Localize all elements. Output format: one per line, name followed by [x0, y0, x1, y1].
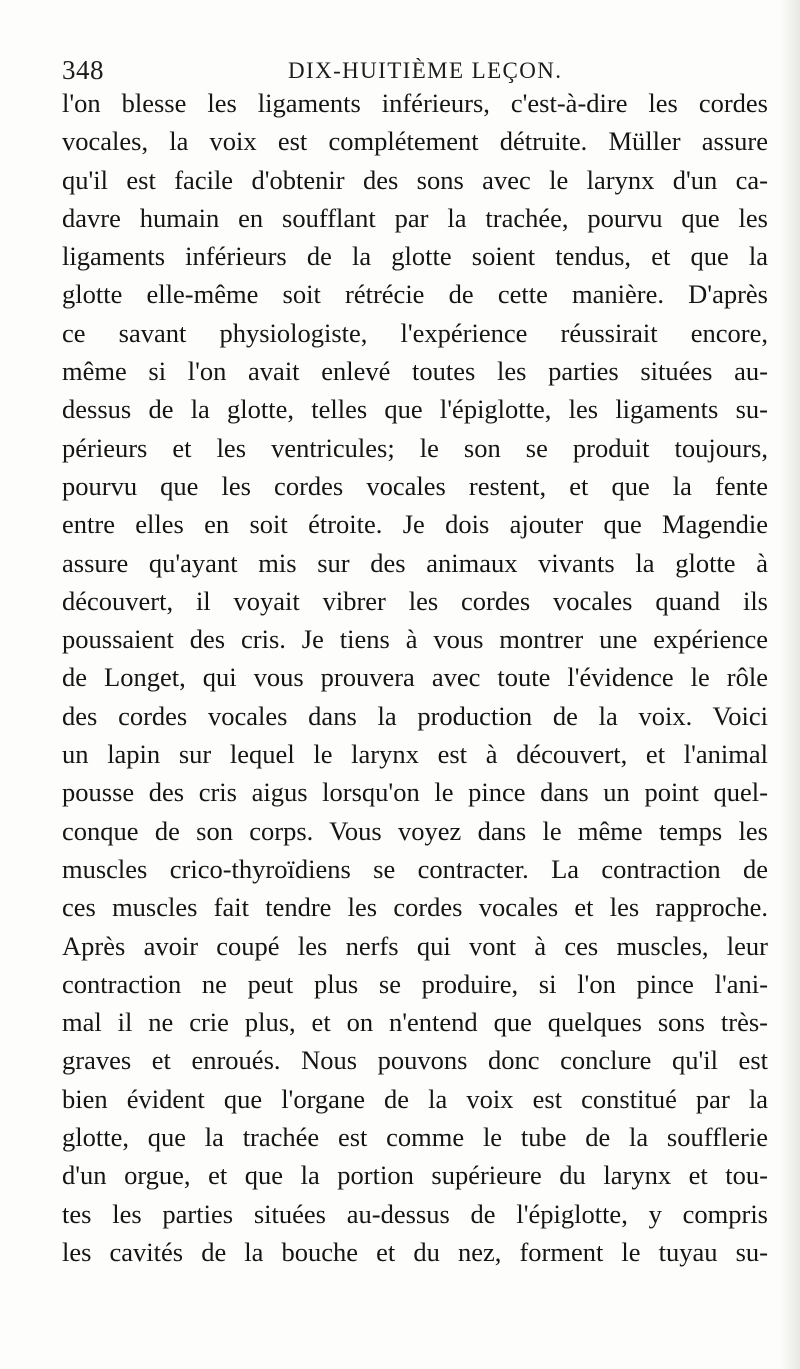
text-line: découvert, il voyait vibrer les cordes vocales quand ils — [62, 585, 768, 616]
text-line: les cavités de la bouche et du nez, forment le tuyau su- — [62, 1236, 768, 1267]
page-header — [62, 52, 768, 88]
text-line: poussaient des cris. Je tiens à vous montrer une expérience — [62, 624, 768, 655]
text-line: glotte elle-même soit rétrécie de cette manière. D'après — [62, 279, 768, 310]
text-line: des cordes vocales dans la production de la voix. Voici — [62, 700, 768, 731]
page-number: 348 — [62, 55, 104, 85]
text-line: contraction ne peut plus se produire, si l'on pince l'ani- — [62, 968, 768, 999]
text-line: entre elles en soit étroite. Je dois ajouter que Magendie — [62, 509, 768, 540]
text-line: qu'il est facile d'obtenir des sons avec le larynx d'un ca- — [62, 164, 768, 195]
text-line: assure qu'ayant mis sur des animaux vivants la glotte à — [62, 547, 768, 578]
text-line: ligaments inférieurs de la glotte soient tendus, et que la — [62, 241, 768, 272]
text-line: pousse des cris aigus lorsqu'on le pince dans un point quel- — [62, 777, 768, 808]
text-line: vocales, la voix est complétement détruite. Müller assure — [62, 126, 768, 157]
text-line: périeurs et les ventricules; le son se produit toujours, — [62, 432, 768, 463]
text-line: de Longet, qui vous prouvera avec toute l'évidence le rôle — [62, 662, 768, 693]
body-text — [62, 84, 768, 1271]
text-line: dessus de la glotte, telles que l'épiglotte, les ligaments su- — [62, 394, 768, 425]
text-line: glotte, que la trachée est comme le tube de la soufflerie — [62, 1122, 768, 1153]
text-line: Après avoir coupé les nerfs qui vont à ces muscles, leur — [62, 930, 768, 961]
text-line: même si l'on avait enlevé toutes les parties situées au- — [62, 356, 768, 387]
text-line: graves et enroués. Nous pouvons donc conclure qu'il est — [62, 1045, 768, 1076]
page-edge-shading — [780, 0, 800, 1369]
text-line: ces muscles fait tendre les cordes vocales et les rapproche. — [62, 892, 768, 923]
text-line: pourvu que les cordes vocales restent, et que la fente — [62, 470, 768, 501]
running-head: DIX-HUITIÈME LEÇON. — [288, 58, 563, 83]
text-line: bien évident que l'organe de la voix est constitué par la — [62, 1083, 768, 1114]
text-line: ce savant physiologiste, l'expérience réussirait encore, — [62, 317, 768, 348]
text-line: conque de son corps. Vous voyez dans le même temps les — [62, 815, 768, 846]
text-line: mal il ne crie plus, et on n'entend que quelques sons très- — [62, 1007, 768, 1038]
text-line: muscles crico-thyroïdiens se contracter. La contraction de — [62, 853, 768, 884]
text-line: davre humain en soufflant par la trachée, pourvu que les — [62, 202, 768, 233]
text-line: d'un orgue, et que la portion supérieure du larynx et tou- — [62, 1160, 768, 1191]
text-line: l'on blesse les ligaments inférieurs, c'est-à-dire les cordes — [62, 88, 768, 118]
text-line: tes les parties situées au-dessus de l'épiglotte, y compris — [62, 1198, 768, 1229]
text-line: un lapin sur lequel le larynx est à découvert, et l'animal — [62, 739, 768, 770]
